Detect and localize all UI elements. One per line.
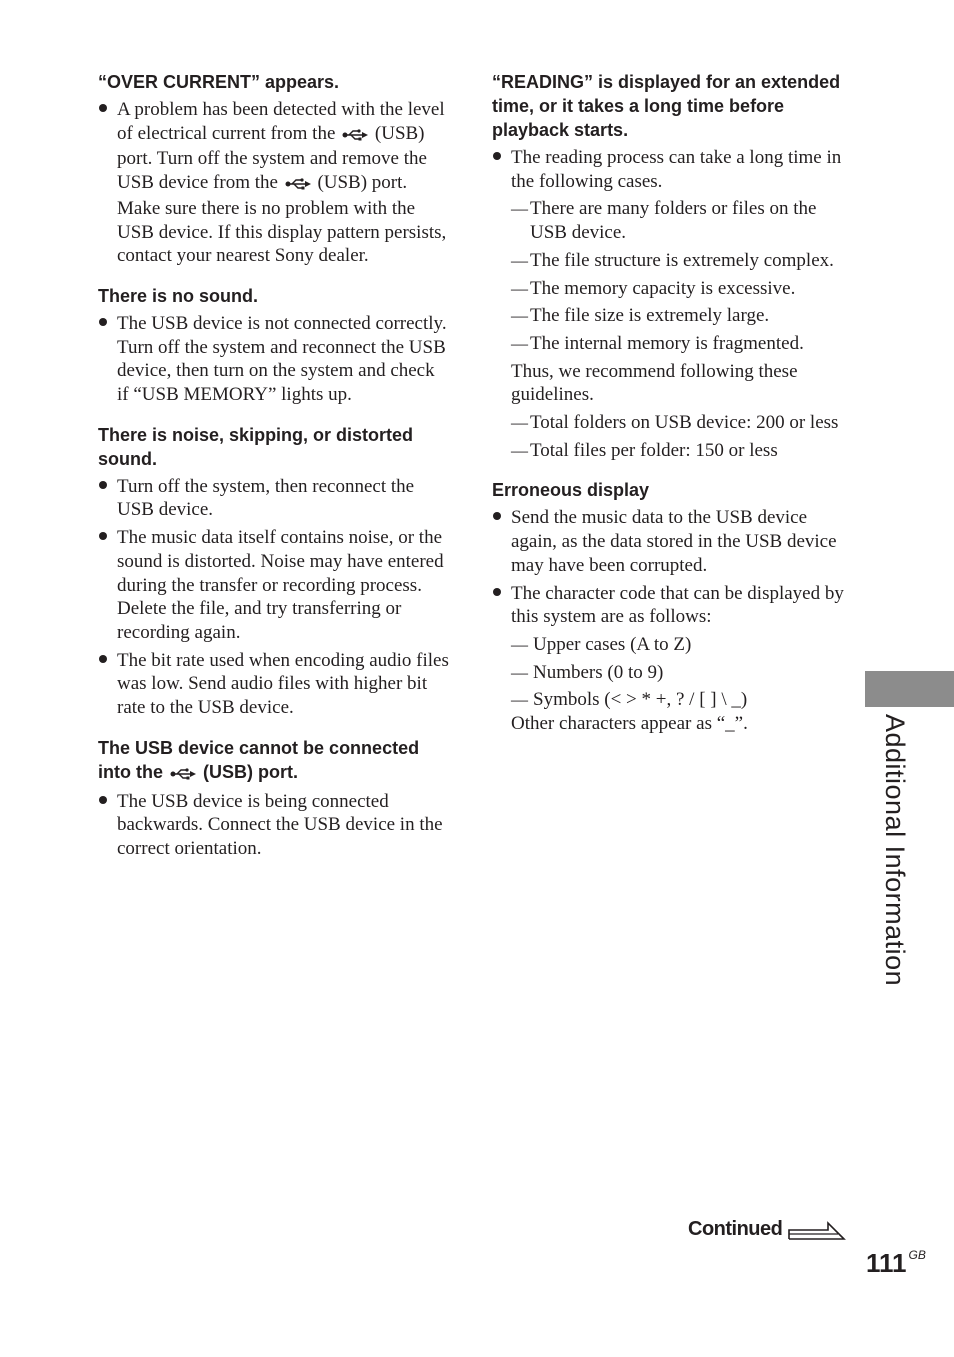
continued-label: Continued: [688, 1218, 783, 1240]
right-column: [492, 70, 844, 740]
list-item: — The file structure is extremely complex.: [511, 249, 844, 273]
continued-arrow-icon: [788, 1219, 846, 1241]
heading-text: (USB) port.: [203, 761, 299, 782]
list-item: — Total files per folder: 150 or less: [511, 439, 844, 463]
list-item: — Total folders on USB device: 200 or less: [511, 411, 844, 435]
list-item: [492, 146, 844, 462]
section-erroneous: [492, 478, 844, 735]
bullet-list: [98, 790, 450, 861]
bullet-list: [492, 506, 844, 735]
dash-list: [511, 633, 844, 712]
list-item: — The memory capacity is excessive.: [511, 277, 844, 301]
dash-list: [511, 197, 844, 355]
list-item: — The file size is extremely large.: [511, 304, 844, 328]
page-number: [866, 1248, 926, 1279]
bullet-list: [98, 312, 450, 407]
side-section-label: Additional Information: [880, 714, 910, 987]
list-item: Send the music data to the USB device again, as the data stored in the USB device may have been corrupted.: [492, 506, 844, 577]
list-item: — Numbers (0 to 9): [511, 661, 844, 685]
section-tab-marker: [865, 671, 954, 707]
usb-icon: [285, 173, 311, 197]
left-column: [98, 70, 450, 865]
list-item: [492, 582, 844, 736]
list-item: The USB device is not connected correctly. Turn off the system and reconnect the USB device, then turn on the system and check if “USB MEMORY” lights up.: [98, 312, 450, 407]
usb-icon: [170, 762, 196, 786]
text: (USB) port. Make sure there is no problem with the USB device. If this display pattern persists, contact your nearest Sony dealer.: [117, 172, 447, 267]
section-cannot-connect: [98, 736, 450, 861]
heading-over-current: “OVER CURRENT” appears.: [98, 72, 340, 92]
continued-indicator: [688, 1218, 846, 1241]
list-item: — Upper cases (A to Z): [511, 633, 844, 657]
heading-no-sound: There is no sound.: [98, 285, 259, 306]
heading-erroneous: Erroneous display: [492, 480, 650, 501]
list-item: The music data itself contains noise, or the sound is distorted. Noise may have entered during the transfer or recording process. Delete the file, and try transferring or recording again.: [98, 526, 450, 645]
list-item: Turn off the system, then reconnect the USB device.: [98, 475, 450, 522]
guideline-intro: Thus, we recommend following these guidelines.: [511, 360, 798, 406]
text: The character code that can be displayed by this system are as follows:: [511, 582, 844, 628]
page-suffix: GB: [908, 1248, 926, 1262]
page-number-value: 111: [866, 1248, 907, 1278]
list-item: The USB device is being connected backwards. Connect the USB device in the correct orientation.: [98, 790, 450, 861]
heading-text: The USB device cannot be connected into the: [98, 737, 420, 782]
text: (USB) port. Turn off the system and remove the USB device from the: [117, 122, 427, 194]
heading-cannot-connect: [98, 736, 450, 786]
bullet-list: [492, 146, 844, 462]
other-characters-note: Other characters appear as “_”.: [511, 713, 748, 735]
text: A problem has been detected with the level of electrical current from the: [117, 99, 445, 144]
dash-list: [511, 411, 844, 462]
heading-reading: “READING” is displayed for an extended time, or it takes a long time before playback starts.: [492, 72, 841, 140]
text: The reading process can take a long time in the following cases.: [511, 147, 842, 192]
usb-icon: [342, 124, 368, 148]
bullet-list: [98, 475, 450, 720]
section-no-sound: [98, 284, 450, 407]
list-item: [98, 98, 450, 268]
list-item: — There are many folders or files on the USB device.: [511, 197, 844, 244]
section-over-current: [98, 70, 450, 268]
bullet-list: [98, 98, 450, 268]
list-item: — Symbols (< > * +, ? / [ ] \ _): [511, 688, 844, 712]
list-item: The bit rate used when encoding audio files was low. Send audio files with higher bit rate to the USB device.: [98, 649, 450, 720]
heading-noise: There is noise, skipping, or distorted sound.: [98, 424, 414, 469]
section-noise: [98, 423, 450, 720]
list-item: — The internal memory is fragmented.: [511, 332, 844, 356]
section-reading: [492, 70, 844, 462]
